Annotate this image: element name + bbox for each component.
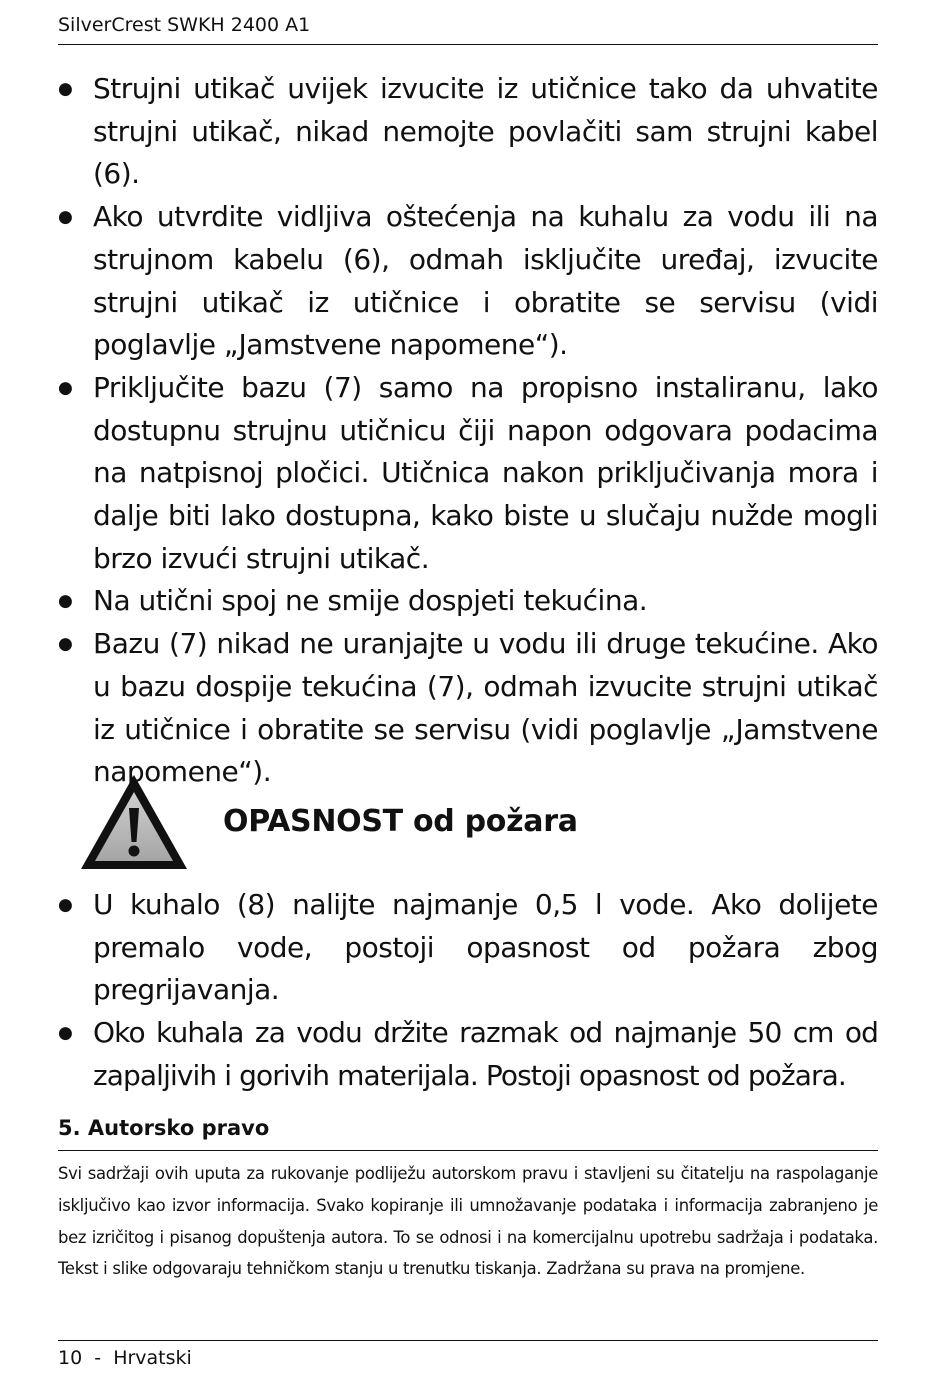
list-item: ● Priključite bazu (7) samo na propisno instaliranu, lako dostupnu strujnu utičnicu čiji napon odgovara podacima na natpisnoj pločici. Utičnica nakon priključivanja mora i dalje biti lako dostupna, kako biste u slučaju nužde mogli brzo izvući strujni utikač. — [58, 367, 878, 581]
page-header — [58, 12, 878, 45]
section-title: 5. Autorsko pravo — [58, 1116, 270, 1140]
fire-warning — [78, 772, 878, 872]
warning-triangle-icon — [78, 772, 190, 872]
list-item: ● Ako utvrdite vidljiva oštećenja na kuhalu za vodu ili na strujnom kabelu (6), odmah isključite uređaj, izvucite strujni utikač iz utičnice i obratite se servisu (vidi poglavlje „Jamstvene napomene“). — [58, 196, 878, 367]
warning-title: OPASNOST od požara — [223, 804, 578, 839]
page-number: 10 - Hrvatski — [58, 1347, 192, 1369]
section-heading — [58, 1108, 878, 1151]
safety-bullet-list — [58, 68, 878, 794]
list-item: ● Strujni utikač uvijek izvucite iz utičnice tako da uhvatite strujni utikač, nikad nemojte povlačiti sam strujni kabel (6). — [58, 68, 878, 196]
section-paragraph: Svi sadržaji ovih uputa za rukovanje podliježu autorskom pravu i stavljeni su čitatelju na raspolaganje isključivo kao izvor informacija. Svako kopiranje ili umnožavanje podataka i informacija zabranjeno je bez izričitog i pisanog dopuštenja autora. To se odnosi i na komercijalnu upotrebu sadržaja i podataka. Tekst i slike odgovaraju tehničkom stanju u trenutku tiskanja. Zadržana su prava na promjene. — [58, 1164, 878, 1279]
header-title: SilverCrest SWKH 2400 A1 — [58, 14, 311, 36]
page-footer — [58, 1340, 878, 1371]
list-item: ● Bazu (7) nikad ne uranjajte u vodu ili druge tekućine. Ako u bazu dospije tekućina (7), odmah izvucite strujni utikač iz utičnice i obratite se servisu (vidi poglavlje „Jamstvene napomene“). — [58, 623, 878, 794]
list-item: ● Na utični spoj ne smije dospjeti tekućina. — [58, 580, 878, 623]
fire-bullet-list — [58, 884, 878, 1098]
list-item: ● U kuhalo (8) nalijte najmanje 0,5 l vode. Ako dolijete premalo vode, postoji opasnost od požara zbog pregrijavanja. — [58, 884, 878, 1012]
list-item: ● Oko kuhala za vodu držite razmak od najmanje 50 cm od zapaljivih i gorivih materijala. Postoji opasnost od požara. — [58, 1012, 878, 1097]
